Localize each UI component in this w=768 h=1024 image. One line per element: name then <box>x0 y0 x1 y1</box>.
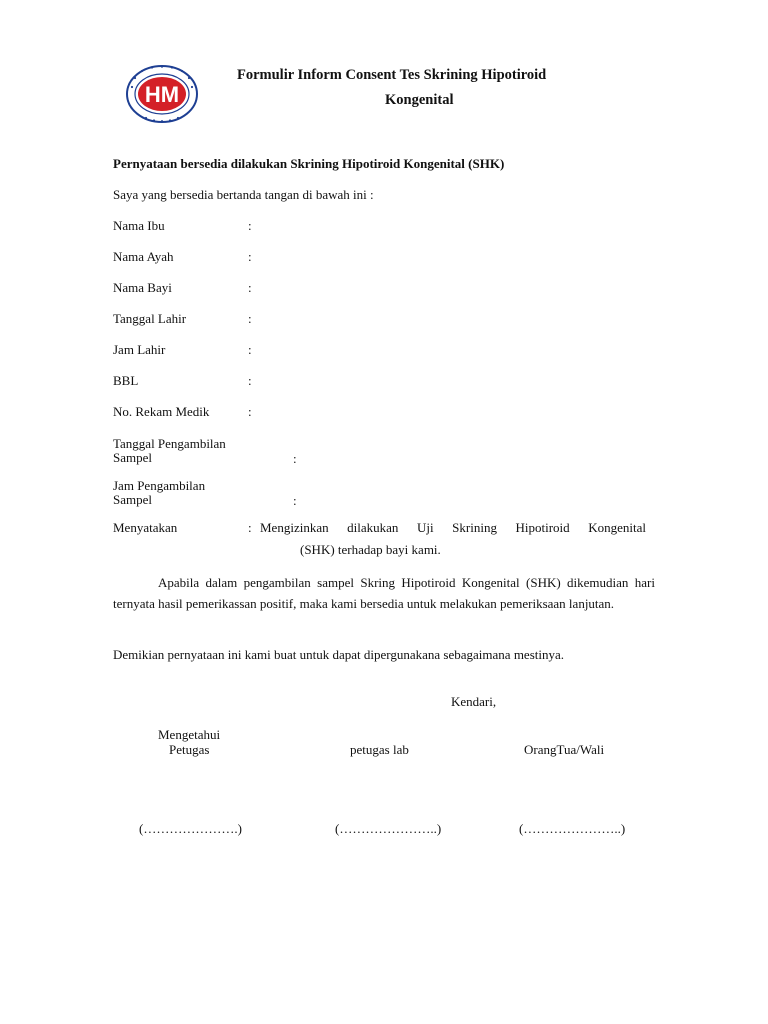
form-title-line-2: Kongenital <box>385 92 454 108</box>
field-label-jam-pengambilan: Jam Pengambilan <box>113 478 206 493</box>
signature-place: Kendari, <box>451 694 497 709</box>
field-label-jam-lahir: Jam Lahir <box>113 342 166 357</box>
field-colon: : <box>248 311 252 326</box>
field-label-rekam-medik: No. Rekam Medik <box>113 404 210 419</box>
field-colon: : <box>248 280 252 295</box>
statement-intro: Saya yang bersedia bertanda tangan di bawah ini : <box>113 187 374 202</box>
consent-paragraph: Apabila dalam pengambilan sampel Skring Hipotiroid Kongenital (SHK) dikemudian hari ternyata hasil pemerikassan positif, maka kami bersedia untuk melakukan pemeriksaan lanjutan. <box>113 575 655 611</box>
hospital-seal-icon <box>126 65 198 123</box>
lab-signature-line: (…………………..) <box>335 821 442 836</box>
field-colon: : <box>248 342 252 357</box>
declaration-text-line-2: (SHK) terhadap bayi kami. <box>300 542 441 557</box>
field-colon: : <box>248 249 252 264</box>
declaration-text-line-1: Mengizinkan dilakukan Uji Skrining Hipotiroid Kongenital <box>260 520 646 535</box>
field-label-tanggal-pengambilan: Tanggal Pengambilan <box>113 436 226 451</box>
form-title-line-1: Formulir Inform Consent Tes Skrining Hipotiroid <box>237 67 547 83</box>
guardian-signature-line: (…………………..) <box>519 821 626 836</box>
officer-signature-line: (………………….) <box>139 821 242 836</box>
closing-paragraph: Demikian pernyataan ini kami buat untuk dapat dipergunakana sebagaimana mestinya. <box>113 647 565 662</box>
witness-heading: Mengetahui <box>158 727 221 742</box>
field-colon: : <box>293 493 297 508</box>
field-colon: : <box>293 451 297 466</box>
field-colon: : <box>248 218 252 233</box>
field-label-nama-ayah: Nama Ayah <box>113 249 174 264</box>
field-label-nama-bayi: Nama Bayi <box>113 280 172 295</box>
lab-officer-label: petugas lab <box>350 742 409 757</box>
field-label-tanggal-pengambilan-cont: Sampel <box>113 450 152 465</box>
declaration-colon: : <box>248 520 252 535</box>
statement-heading: Pernyataan bersedia dilakukan Skrining Hipotiroid Kongenital (SHK) <box>113 156 505 171</box>
field-label-jam-pengambilan-cont: Sampel <box>113 492 152 507</box>
guardian-label: OrangTua/Wali <box>524 742 605 757</box>
field-label-bbl: BBL <box>113 373 139 388</box>
hospital-logo <box>126 65 198 123</box>
logo-initials: HM <box>144 82 180 107</box>
declaration-label: Menyatakan <box>113 520 178 535</box>
field-label-tanggal-lahir: Tanggal Lahir <box>113 311 187 326</box>
field-colon: : <box>248 373 252 388</box>
field-colon: : <box>248 404 252 419</box>
field-label-nama-ibu: Nama Ibu <box>113 218 165 233</box>
officer-label: Petugas <box>169 742 210 757</box>
